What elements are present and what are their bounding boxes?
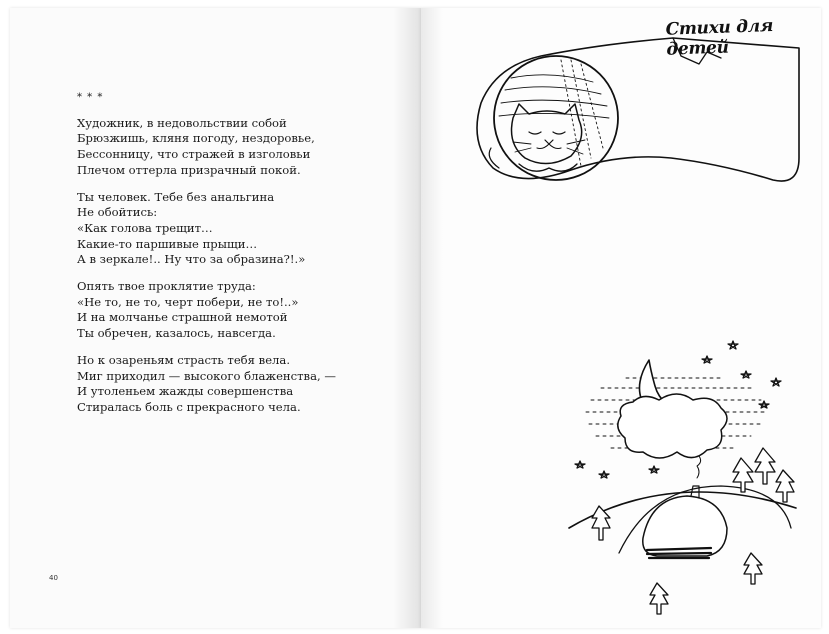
night-moon-house-illustration xyxy=(421,8,821,628)
poem-line: Какие-то паршивые прыщи… xyxy=(77,236,258,251)
poem-line: Но к озареньям страсть тебя вела. xyxy=(77,352,291,367)
poem-line: Не обойтись: xyxy=(77,205,158,220)
stanza-2 xyxy=(77,190,377,269)
poem-asterisks: * * * xyxy=(77,92,104,103)
poem-line: Ты обречен, казалось, навсегда. xyxy=(77,326,276,341)
poem-line: Стиралась боль с прекрасного чела. xyxy=(77,399,301,414)
poem-line: Бессонницу, что стражей в изголовьи xyxy=(77,147,311,162)
poem-line: И утоленьем жажды совершенства xyxy=(77,384,294,399)
poem-line: «Как голова трещит… xyxy=(77,220,213,235)
poem-line: Миг приходил — высокого блаженства, — xyxy=(77,368,336,383)
poem-line: Опять твое проклятие труда: xyxy=(77,279,256,294)
poem-line: А в зеркале!.. Ну что за образина?!.» xyxy=(77,252,306,267)
poem-line: Художник, в недовольствии собой xyxy=(77,115,287,130)
poem-line: Ты человек. Тебе без анальгина xyxy=(77,189,275,204)
poem-line: Плечом оттерла призрачный покой. xyxy=(77,162,301,177)
stanza-3 xyxy=(77,279,377,342)
page-number: 40 xyxy=(49,574,58,582)
poem-line: «Не то, не то, черт побери, не то!..» xyxy=(77,294,299,309)
poem-line: Брюзжишь, кляня погоду, нездоровье, xyxy=(77,131,315,146)
poem xyxy=(77,90,377,427)
left-page xyxy=(10,8,421,628)
right-page xyxy=(421,8,821,628)
stanza-4 xyxy=(77,353,377,416)
section-title: Стихи для детей xyxy=(665,15,774,60)
stanza-1 xyxy=(77,116,377,179)
poem-line: И на молчанье страшной немотой xyxy=(77,310,288,325)
